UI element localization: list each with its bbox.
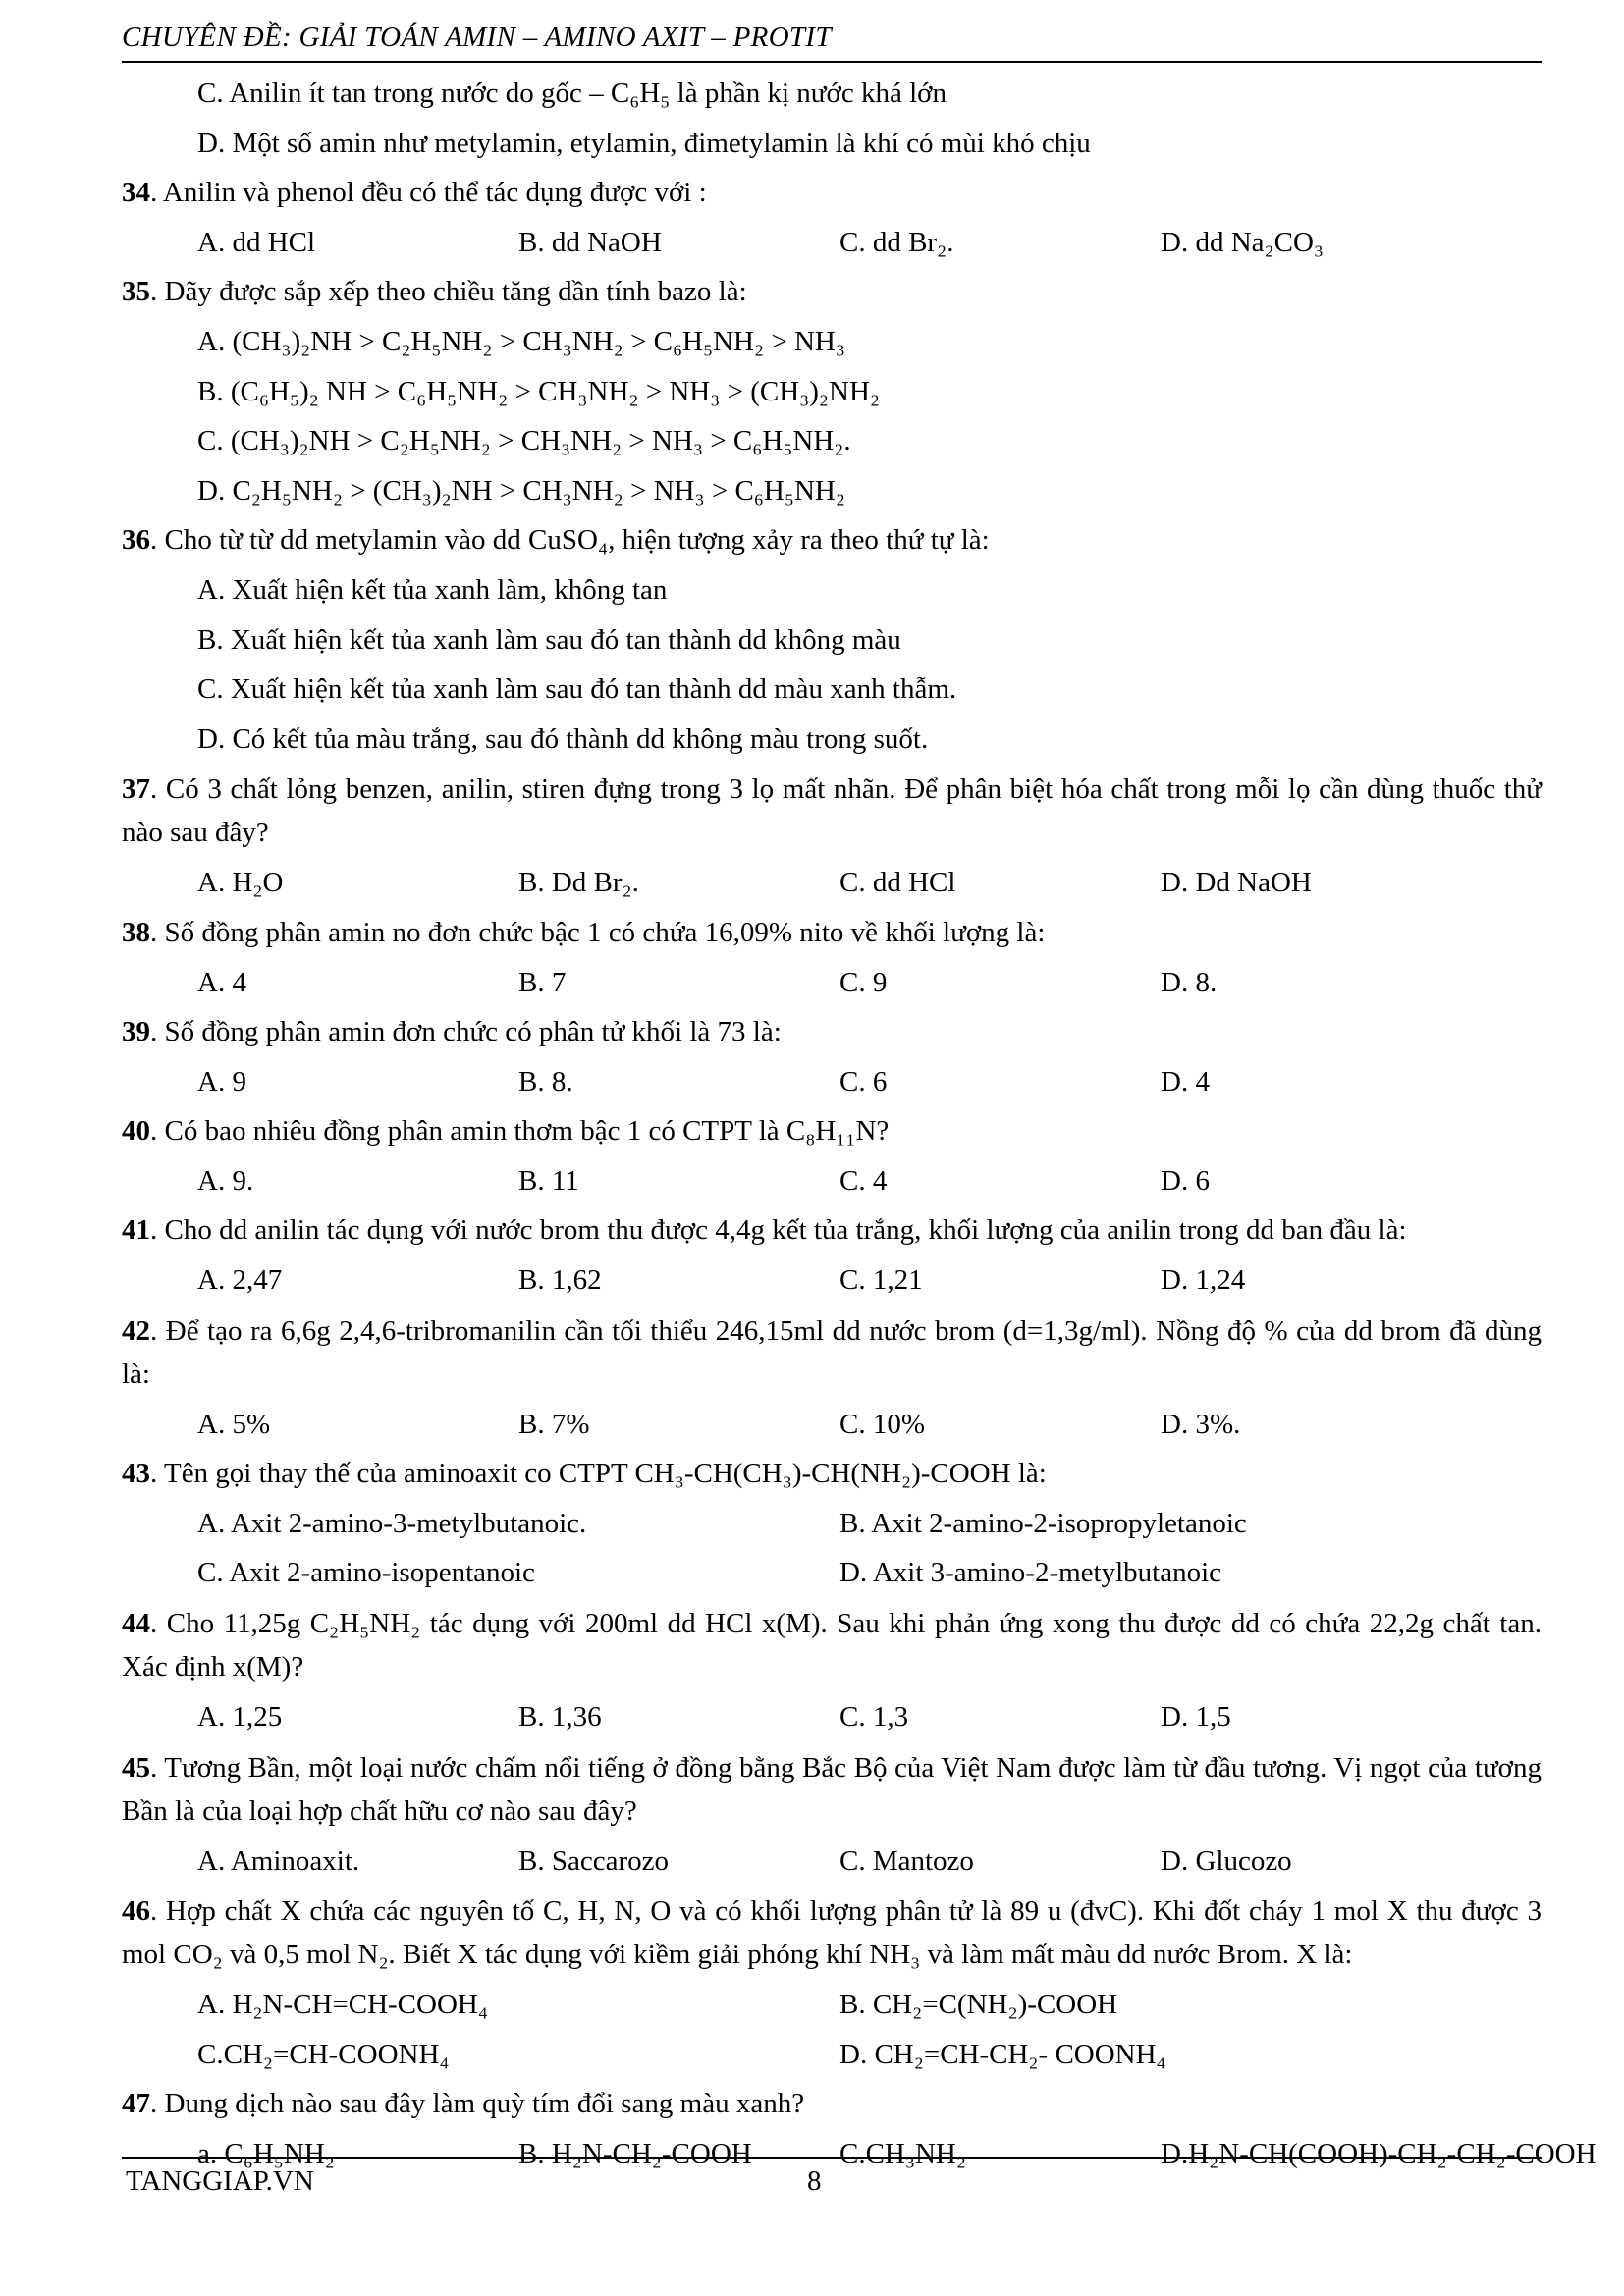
answer-option: B. CH₂=C(NH₂)-COOH	[839, 1989, 1118, 2021]
options-row	[122, 1057, 1542, 1107]
answer-option: C. 10%	[839, 1408, 925, 1440]
options-row	[122, 2129, 1597, 2179]
answer-option: B. 11	[518, 1164, 579, 1197]
document-body	[122, 69, 1597, 2179]
answer-option: A. 9	[197, 1065, 246, 1097]
question-46	[122, 1886, 1542, 1980]
answer-option: A. 2,47	[197, 1264, 283, 1297]
question-text: . Hợp chất X chứa các nguyên tố C, H, N, O và có khối lượng phân tử là 89 u (đvC). Khi đốt cháy 1 mol X thu được 3 mol CO₂ và 0,5 mol N₂. Biết X tác dụng với kiềm giải phóng khí NH₃ và làm mất màu dd nước Brom. X là:	[122, 1896, 1542, 1971]
options-row	[122, 1837, 1542, 1887]
options-row	[122, 1692, 1542, 1742]
footer-divider	[122, 2157, 1542, 2159]
answer-option: D.H₂N-CH(COOH)-CH₂-CH₂-COOH	[1161, 2138, 1597, 2169]
answer-option: C.CH₂=CH-COONH₄	[197, 2038, 450, 2070]
answer-option: A. 9.	[197, 1164, 254, 1197]
question-40	[122, 1106, 1542, 1156]
header-divider	[122, 61, 1542, 63]
answer-option: A. Axit 2-amino-3-metylbutanoic.	[197, 1507, 587, 1539]
answer-option: C. 1,3	[839, 1701, 909, 1734]
options-row	[122, 958, 1542, 1008]
question-number: 46	[122, 1896, 150, 1928]
question-39	[122, 1007, 1542, 1057]
question-text: . Số đồng phân amin no đơn chức bậc 1 có chứa 16,09% nito về khối lượng là:	[150, 916, 1046, 948]
answer-option: B. 1,36	[518, 1701, 602, 1734]
footer-site: TANGGIAP.VN	[126, 2165, 314, 2197]
answer-option: B. 7	[518, 966, 567, 998]
answer-option: C. 6	[839, 1065, 888, 1097]
answer-option: C. 9	[839, 966, 888, 998]
answer-option: C. (CH₃)₂NH > C₂H₅NH₂ > CH₃NH₂ > NH₃ > C₆H₅NH₂.	[197, 425, 851, 457]
options-row	[122, 1255, 1542, 1306]
question-number: 42	[122, 1314, 150, 1347]
options-row	[122, 1400, 1542, 1450]
answer-option: D. 3%.	[1161, 1408, 1241, 1440]
question-number: 44	[122, 1608, 150, 1640]
answer-option: B. dd NaOH	[518, 226, 662, 258]
question-number: 39	[122, 1016, 150, 1048]
answer-option: A. Aminoaxit.	[197, 1844, 360, 1877]
answer-option: A. dd HCl	[197, 226, 316, 258]
question-text: . Cho dd anilin tác dụng với nước brom thu được 4,4g kết tủa trắng, khối lượng của anilin trong dd ban đầu là:	[150, 1214, 1407, 1247]
answer-option: C. 1,21	[839, 1264, 923, 1297]
options-row	[122, 1499, 1542, 1549]
answer-option: B. 1,62	[518, 1264, 602, 1297]
answer-option: B. Axit 2-amino-2-isopropyletanoic	[839, 1507, 1247, 1539]
answer-option: D. 1,24	[1161, 1264, 1246, 1297]
answer-option: B. H₂N-CH₂-COOH	[518, 2138, 752, 2169]
answer-option: C. Anilin ít tan trong nước do gốc – C₆H₅ là phần kị nước khá lớn	[197, 78, 947, 109]
answer-option: A. (CH₃)₂NH > C₂H₅NH₂ > CH₃NH₂ > C₆H₅NH₂ > NH₃	[197, 325, 845, 357]
question-text: . Cho từ từ dd metylamin vào dd CuSO₄, hiện tượng xảy ra theo thứ tự là:	[150, 524, 990, 557]
answer-option: B. 8.	[518, 1065, 573, 1097]
question-text: . Số đồng phân amin đơn chức có phân tử khối là 73 là:	[150, 1016, 782, 1048]
answer-option: C.CH₃NH₂	[839, 2138, 966, 2169]
answer-option: C. dd HCl	[839, 867, 956, 899]
page-number: 8	[807, 2165, 822, 2197]
question-number: 38	[122, 916, 150, 948]
question-42	[122, 1306, 1542, 1400]
answer-option: B. (C₆H₅)₂ NH > C₆H₅NH₂ > CH₃NH₂ > NH₃ > (CH₃)₂NH₂	[197, 375, 881, 407]
question-number: 47	[122, 2088, 150, 2120]
answer-option: C. Xuất hiện kết tủa xanh làm sau đó tan thành dd màu xanh thẫm.	[197, 673, 957, 706]
question-text: . Có 3 chất lỏng benzen, anilin, stiren đựng trong 3 lọ mất nhãn. Để phân biệt hóa chất trong mỗi lọ cần dùng thuốc thử nào sau đây?	[122, 774, 1542, 849]
answer-option: A. H₂O	[197, 867, 284, 899]
answer-option: D. Có kết tủa màu trắng, sau đó thành dd không màu trong suốt.	[197, 722, 929, 755]
answer-option: C. Mantozo	[839, 1844, 974, 1877]
question-36	[122, 515, 1542, 565]
question-number: 43	[122, 1458, 150, 1490]
answer-option: A. 5%	[197, 1408, 271, 1440]
answer-option: B. Saccarozo	[518, 1844, 669, 1877]
question-41	[122, 1205, 1542, 1255]
answer-option: D. 8.	[1161, 966, 1218, 998]
page-header-title: CHUYÊN ĐỀ: GIẢI TOÁN AMIN – AMINO AXIT – PROTIT	[122, 22, 832, 53]
question-35	[122, 267, 1542, 317]
question-number: 35	[122, 276, 150, 308]
question-45	[122, 1742, 1542, 1837]
question-34	[122, 168, 1542, 218]
answer-option: C. 4	[839, 1164, 888, 1197]
answer-option: a. C₆H₅NH₂	[197, 2138, 335, 2169]
answer-option: C. dd Br₂.	[839, 226, 954, 258]
answer-option: A. 1,25	[197, 1701, 283, 1734]
question-text: . Anilin và phenol đều có thể tác dụng được với :	[150, 177, 707, 209]
question-number: 45	[122, 1751, 150, 1784]
answer-option: D. C₂H₅NH₂ > (CH₃)₂NH > CH₃NH₂ > NH₃ > C₆H₅NH₂	[197, 474, 845, 507]
options-row	[122, 2030, 1542, 2080]
answer-option: D. CH₂=CH-CH₂- COONH₄	[839, 2038, 1166, 2070]
options-row	[122, 858, 1542, 908]
answer-option: D. Glucozo	[1161, 1844, 1292, 1877]
options-row	[122, 1548, 1542, 1598]
question-text: . Tương Bần, một loại nước chấm nổi tiếng ở đồng bằng Bắc Bộ của Việt Nam được làm từ đầu tương. Vị ngọt của tương Bần là của loại hợp chất hữu cơ nào sau đây?	[122, 1751, 1542, 1827]
answer-option: D. Dd NaOH	[1161, 867, 1312, 899]
question-text: . Để tạo ra 6,6g 2,4,6-tribromanilin cần tối thiểu 246,15ml dd nước brom (d=1,3g/ml). Nồng độ % của dd brom đã dùng là:	[122, 1314, 1542, 1390]
question-text: . Có bao nhiêu đồng phân amin thơm bậc 1 có CTPT là C₈H₁₁N?	[150, 1115, 890, 1148]
answer-option: B. 7%	[518, 1408, 590, 1440]
options-row	[122, 1156, 1542, 1206]
question-number: 34	[122, 177, 150, 209]
question-text: . Tên gọi thay thế của aminoaxit co CTPT CH₃-CH(CH₃)-CH(NH₂)-COOH là:	[150, 1458, 1047, 1490]
answer-option: D. 1,5	[1161, 1701, 1231, 1734]
question-text: . Dãy được sắp xếp theo chiều tăng dần tính bazo là:	[150, 276, 747, 308]
question-37	[122, 764, 1542, 858]
question-text: . Dung dịch nào sau đây làm quỳ tím đổi sang màu xanh?	[150, 2088, 805, 2120]
question-43	[122, 1449, 1542, 1499]
options-row	[122, 218, 1542, 268]
answer-option: D. Một số amin như metylamin, etylamin, đimetylamin là khí có mùi khó chịu	[197, 127, 1091, 159]
answer-option: D. 4	[1161, 1065, 1210, 1097]
question-44	[122, 1598, 1542, 1692]
answer-option: A. Xuất hiện kết tủa xanh làm, không tan	[197, 573, 668, 606]
question-number: 41	[122, 1214, 150, 1247]
answer-option: D. Axit 3-amino-2-metylbutanoic	[839, 1557, 1222, 1589]
question-number: 36	[122, 524, 150, 557]
options-row	[122, 1980, 1542, 2030]
answer-option: B. Xuất hiện kết tủa xanh làm sau đó tan thành dd không màu	[197, 623, 901, 656]
answer-option: D. dd Na₂CO₃	[1161, 226, 1325, 258]
answer-option: A. H₂N-CH=CH-COOH₄	[197, 1989, 488, 2021]
question-47	[122, 2079, 1542, 2129]
question-38	[122, 908, 1542, 958]
answer-option: B. Dd Br₂.	[518, 867, 639, 899]
question-text: . Cho 11,25g C₂H₅NH₂ tác dụng với 200ml dd HCl x(M). Sau khi phản ứng xong thu được dd có chứa 22,2g chất tan. Xác định x(M)?	[122, 1608, 1542, 1683]
answer-option: D. 6	[1161, 1164, 1210, 1197]
question-number: 37	[122, 774, 150, 806]
question-number: 40	[122, 1115, 150, 1148]
answer-option: C. Axit 2-amino-isopentanoic	[197, 1557, 535, 1589]
answer-option: A. 4	[197, 966, 246, 998]
